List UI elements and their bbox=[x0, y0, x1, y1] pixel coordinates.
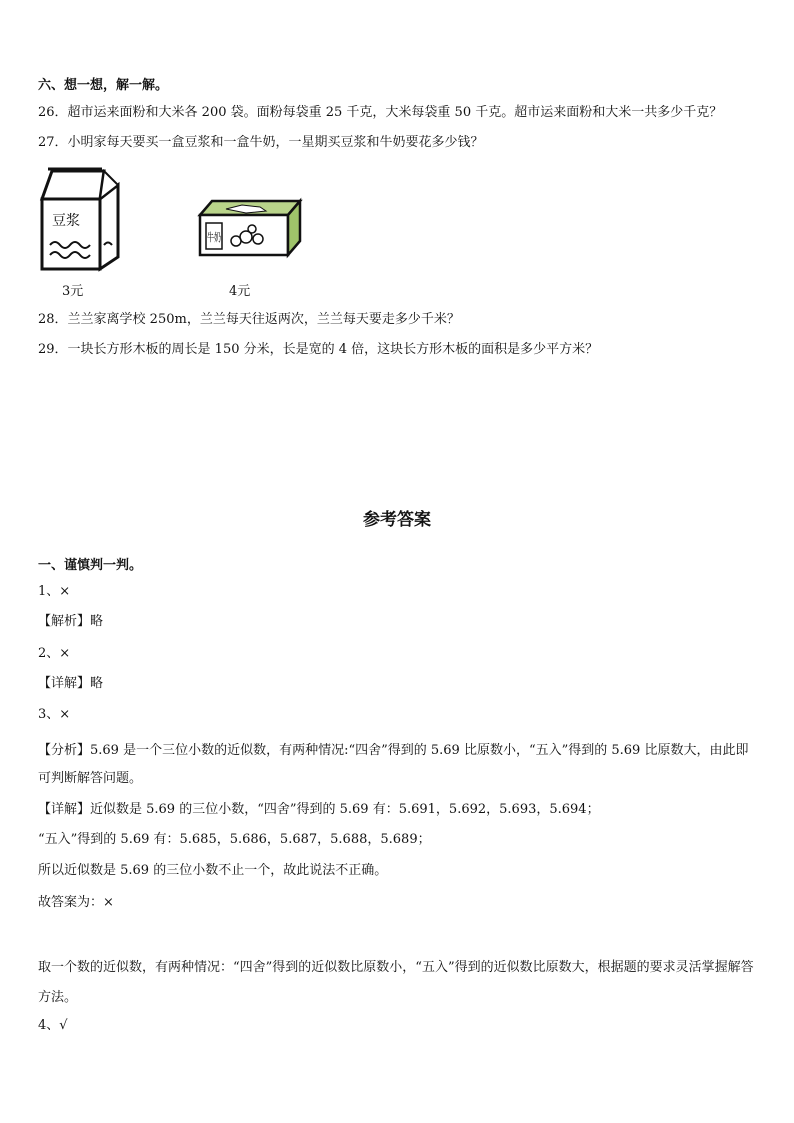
answer-3-detail-1: 【详解】近似数是 5.69 的三位小数，“四舍”得到的 5.69 有：5.691，5.692，5.693，5.694； bbox=[38, 802, 600, 817]
question-29: 29．一块长方形木板的周长是 150 分米，长是宽的 4 倍，这块长方形木板的面积是多少平方米？ bbox=[38, 342, 599, 357]
answer-3-analysis: 【分析】5.69 是一个三位小数的近似数，有两种情况:“四舍”得到的 5.69 比原数小，“五入”得到的 5.69 比原数大，由此即可判断解答问题。 bbox=[38, 743, 749, 786]
question-27: 27．小明家每天要买一盒豆浆和一盒牛奶，一星期买豆浆和牛奶要花多少钱？ bbox=[38, 135, 484, 150]
milk-price: 4元 bbox=[229, 284, 251, 299]
answer-3-detail-3: 所以近似数是 5.69 的三位小数不止一个，故此说法不正确。 bbox=[38, 863, 388, 878]
milk-label: 牛奶 bbox=[207, 231, 229, 244]
milk-box-image bbox=[196, 197, 306, 259]
answer-2: 2、× bbox=[38, 646, 71, 661]
answer-3-conclusion: 故答案为：× bbox=[38, 895, 114, 910]
answers-title: 参考答案 bbox=[363, 510, 431, 530]
answers-section-heading: 一、谨慎判一判。 bbox=[38, 558, 143, 573]
answer-3-summary: 取一个数的近似数，有两种情况：“四舍”得到的近似数比原数小，“五入”得到的近似数比原数大，根据题的要求灵活掌握解答方法。 bbox=[38, 960, 754, 1005]
answer-1-analysis: 【解析】略 bbox=[38, 614, 104, 629]
soy-milk-carton-image bbox=[38, 165, 122, 273]
soy-label: 豆浆 bbox=[52, 213, 80, 229]
answer-1: 1、× bbox=[38, 584, 71, 599]
question-28: 28．兰兰家离学校 250m，兰兰每天往返两次，兰兰每天要走多少千米？ bbox=[38, 312, 460, 327]
answer-3: 3、× bbox=[38, 707, 71, 722]
answer-4: 4、√ bbox=[38, 1018, 68, 1033]
answer-3-detail-2: “五入”得到的 5.69 有：5.685，5.686，5.687，5.688，5.689； bbox=[38, 832, 431, 847]
section-heading: 六、想一想，解一解。 bbox=[38, 78, 169, 93]
answer-2-detail: 【详解】略 bbox=[38, 676, 104, 691]
soy-price: 3元 bbox=[62, 284, 84, 299]
question-26: 26．超市运来面粉和大米各 200 袋。面粉每袋重 25 千克，大米每袋重 50 千克。超市运来面粉和大米一共多少千克？ bbox=[38, 105, 723, 120]
